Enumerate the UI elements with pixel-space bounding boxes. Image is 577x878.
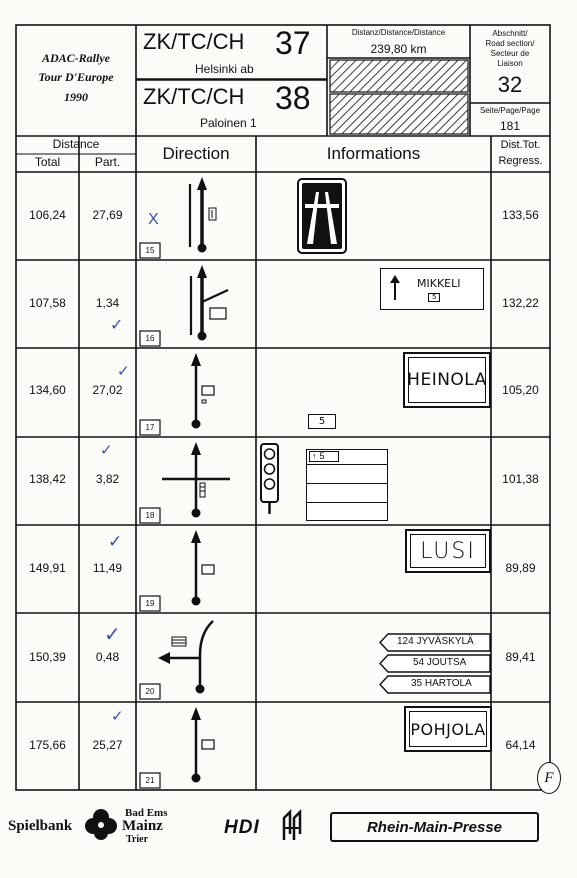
row-regress: 64,14 — [505, 738, 536, 752]
row-part: 11,49 — [92, 561, 123, 575]
col-direction: Direction — [162, 144, 230, 163]
road-5-sign — [308, 414, 336, 429]
col-regress: Regress. — [498, 155, 543, 167]
direction-panel-sign — [306, 449, 388, 521]
row-part: 1,34 — [95, 296, 120, 310]
row-regress: 133,56 — [502, 208, 539, 222]
section-label-line-3: Secteur de — [490, 49, 530, 58]
check-mark: ✓ — [104, 624, 121, 646]
traffic-light-icon — [258, 442, 282, 516]
check-mark: ✓ — [110, 317, 124, 334]
row-box-number: 21 — [145, 776, 155, 785]
row-part: 0,48 — [95, 650, 120, 664]
initial-stamp — [537, 762, 561, 794]
col-distance: Distance — [52, 137, 100, 151]
row-regress: 101,38 — [502, 472, 539, 486]
tc1-number: 37 — [275, 25, 311, 61]
tc1-code: ZK/TC/CH — [143, 29, 245, 54]
check-mark: ✓ — [100, 442, 113, 459]
mikkeli-sign — [380, 268, 484, 310]
col-dist-tot: Dist.Tot. — [500, 139, 541, 151]
row-regress: 89,89 — [505, 561, 536, 575]
destination-jyvaskyla: 124 JYVÄSKYLÄ — [397, 636, 474, 647]
rally-title-line-1: ADAC-Rallye — [42, 51, 110, 65]
row-total: 150,39 — [29, 650, 66, 664]
row-total: 106,24 — [29, 208, 66, 222]
section-label-line-1: Abschnitt/ — [492, 29, 528, 38]
col-informations: Informations — [326, 144, 421, 163]
row-box-number: 15 — [145, 246, 155, 255]
pohjola-sign — [404, 706, 492, 752]
row-box-number: 18 — [145, 511, 155, 520]
row-part: 27,69 — [92, 208, 123, 222]
tc2-place: Paloinen 1 — [200, 116, 257, 130]
row-total: 175,66 — [29, 738, 66, 752]
page-label: Seite/Page/Page — [479, 106, 541, 115]
heinola-sign — [403, 352, 491, 408]
sponsor-city-mainz: Mainz — [122, 818, 163, 834]
pohjola-label: POHJOLA — [410, 719, 486, 739]
row-box-number: 16 — [145, 334, 155, 343]
row-box-number: 17 — [145, 423, 155, 432]
arrow-up-icon — [387, 275, 403, 301]
row-total: 107,58 — [29, 296, 66, 310]
rally-title-line-2: Tour D'Europe — [38, 70, 114, 84]
check-mark: ✓ — [117, 363, 130, 380]
row-box-number: 19 — [145, 599, 155, 608]
clover-logo-icon — [82, 806, 120, 844]
section-label-line-4: Liaison — [497, 59, 523, 68]
distance-label: Distanz/Distance/Distance — [351, 28, 446, 37]
tc2-number: 38 — [275, 80, 311, 116]
check-mark: ✓ — [108, 532, 123, 551]
arrow-up-icon: ↑ — [312, 451, 317, 461]
motorway-sign-icon — [297, 178, 347, 254]
arrow5-panel — [309, 451, 339, 462]
mikkeli-road-number: 5 — [428, 293, 440, 302]
hdi-logo-icon — [280, 808, 310, 842]
row-part: 27,02 — [92, 383, 123, 397]
section-label-line-2: Road section/ — [485, 39, 535, 48]
col-part: Part. — [94, 155, 121, 169]
check-mark: ✓ — [111, 708, 124, 725]
destination-joutsa: 54 JOUTSA — [413, 657, 467, 668]
initial-letter: F — [544, 769, 554, 786]
lusi-label: LUSI — [420, 538, 476, 564]
direction-diagram-17 — [136, 348, 256, 436]
sponsor-hdi: HDI — [224, 817, 260, 838]
row-regress: 105,20 — [502, 383, 539, 397]
check-mark: X — [148, 211, 159, 228]
sponsor-city-trier: Trier — [126, 834, 149, 845]
mikkeli-label: MIKKELI — [417, 277, 461, 290]
row-total: 138,42 — [29, 472, 66, 486]
row-total: 134,60 — [29, 383, 66, 397]
row-total: 149,91 — [29, 561, 66, 575]
tc2-code: ZK/TC/CH — [143, 84, 245, 109]
row-part: 25,27 — [92, 738, 123, 752]
section-value: 32 — [497, 72, 523, 97]
row-regress: 132,22 — [502, 296, 539, 310]
road-5-label: 5 — [318, 416, 326, 427]
rally-title-line-3: 1990 — [64, 90, 88, 104]
distance-value: 239,80 km — [370, 42, 427, 56]
destination-hartola: 35 HARTOLA — [411, 678, 472, 689]
col-total: Total — [34, 155, 61, 169]
page-value: 181 — [499, 119, 521, 133]
row-box-number: 20 — [145, 687, 155, 696]
lusi-sign — [405, 529, 491, 573]
tc1-place: Helsinki ab — [195, 62, 254, 76]
row-regress: 89,41 — [505, 650, 536, 664]
arrow5-label: 5 — [319, 451, 325, 461]
row-part: 3,82 — [95, 472, 120, 486]
sponsor-rhein-main-presse: Rhein-Main-Presse — [366, 818, 503, 836]
sponsor-city-bad-ems: Bad Ems — [125, 807, 168, 819]
heinola-label: HEINOLA — [407, 370, 487, 390]
rhein-main-presse-box — [330, 812, 539, 842]
sponsor-spielbank: Spielbank — [8, 818, 73, 834]
